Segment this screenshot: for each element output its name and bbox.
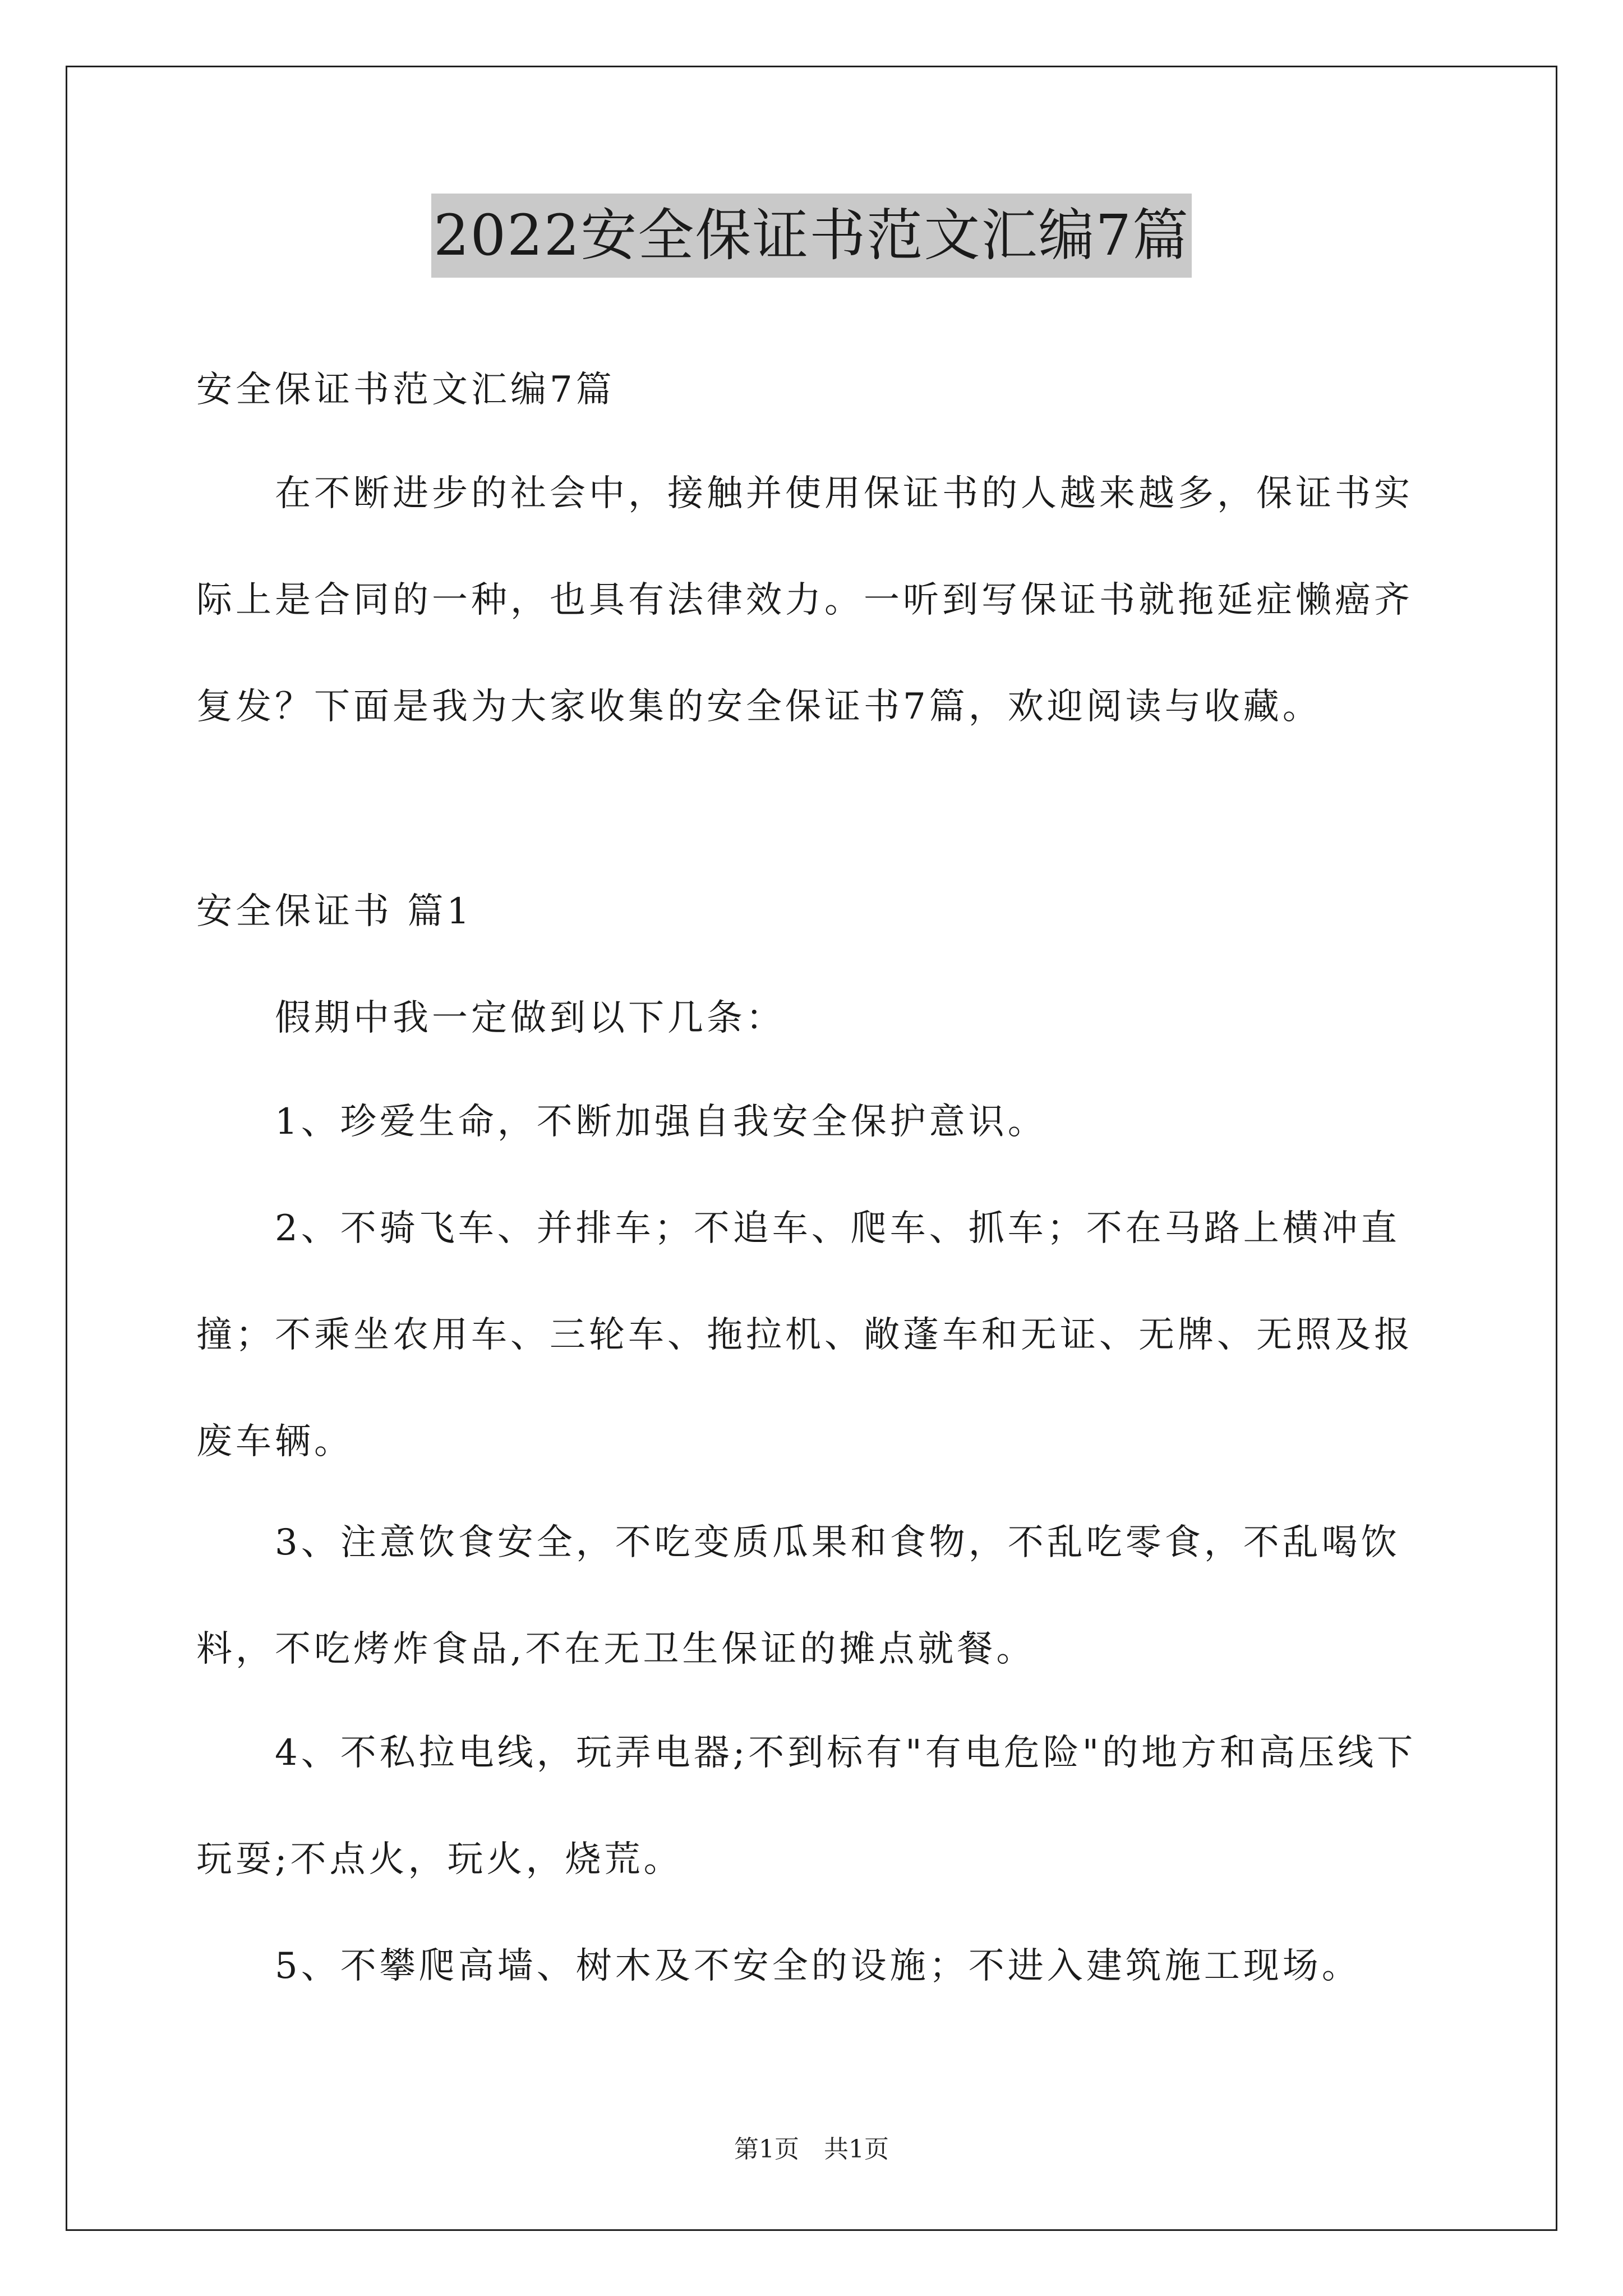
list-item: 3、注意饮食安全，不吃变质瓜果和食物，不乱吃零食，不乱喝饮料，不吃烤炸食品,不在无卫生保证的摊点就餐。 bbox=[196, 1522, 1400, 1670]
list-item: 5、不攀爬高墙、树木及不安全的设施；不进入建筑施工现场。 bbox=[275, 1945, 1361, 1987]
list-item: 1、珍爱生命，不断加强自我安全保护意识。 bbox=[275, 1101, 1047, 1143]
document-title: 2022安全保证书范文汇编7篇 bbox=[431, 194, 1192, 278]
lead-paragraph: 假期中我一定做到以下几条： bbox=[275, 997, 785, 1039]
subtitle: 安全保证书范文汇编7篇 bbox=[196, 369, 615, 411]
list-item: 4、不私拉电线，玩弄电器;不到标有"有电危险"的地方和高压线下玩耍;不点火，玩火，烧荒。 bbox=[196, 1732, 1417, 1880]
intro-paragraph: 在不断进步的社会中，接触并使用保证书的人越来越多，保证书实际上是合同的一种，也具有法律效力。一听到写保证书就拖延症懒癌齐复发？下面是我为大家收集的安全保证书7篇，欢迎阅读与收藏。 bbox=[196, 473, 1413, 728]
list-item: 2、不骑飞车、并排车；不追车、爬车、抓车；不在马路上横冲直撞；不乘坐农用车、三轮车、拖拉机、敞蓬车和无证、无牌、无照及报废车辆。 bbox=[196, 1208, 1413, 1462]
section-heading: 安全保证书 篇1 bbox=[196, 891, 473, 932]
title-wrap bbox=[0, 194, 1623, 278]
page-footer: 第1页 共1页 bbox=[734, 2135, 889, 2164]
